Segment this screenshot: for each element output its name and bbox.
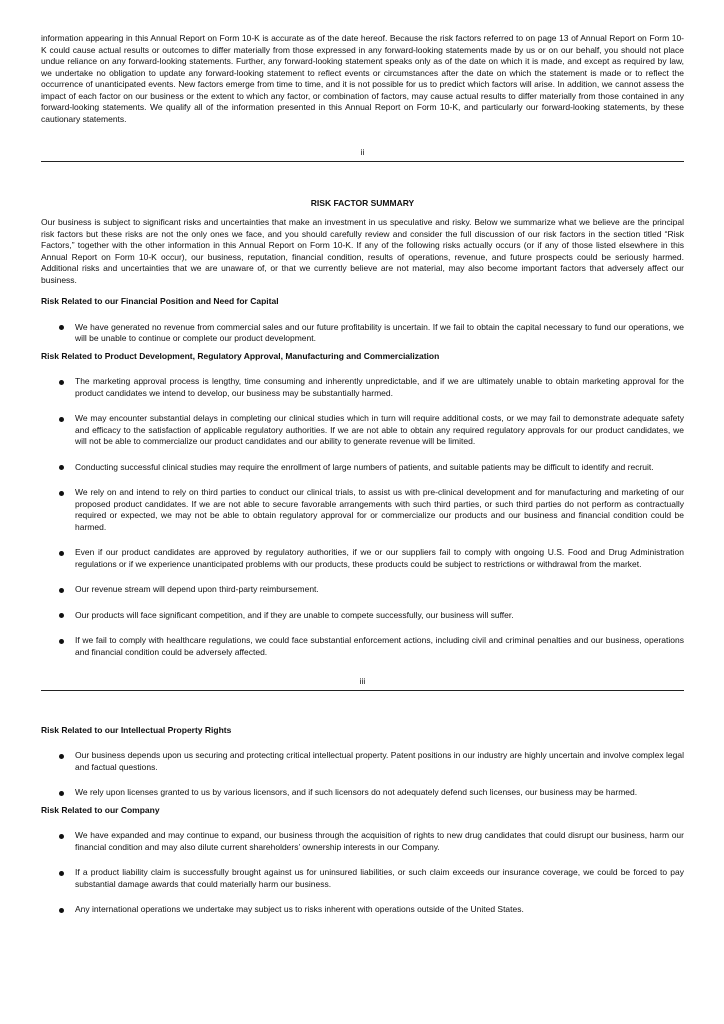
- bullet-icon: [59, 871, 64, 876]
- summary-paragraph: Our business is subject to significant risks and uncertainties that make an investment in us speculative and risky. Below we summarize what we believe are the principal risk factors but these risks are not the only ones we face, and you should carefully review and consider the full discussion of our risk factors in the section titled “Risk Factors,” together with the other information in this Annual Report on Form 10-K. If any of the following risks actually occurs (or if any of those listed elsewhere in this Annual Report on Form 10-K occur), our business, reputation, financial condition, results of operations, revenue, and future prospects could be seriously harmed. Additional risks and uncertainties that we are unaware of, or that we currently believe are not material, may also become important factors that adversely affect our business.: [41, 217, 684, 285]
- page-number: ii: [360, 147, 365, 157]
- bullet-text: Our revenue stream will depend upon third-party reimbursement.: [75, 584, 319, 594]
- bullet-icon: [59, 325, 64, 330]
- bullet-text: Any international operations we undertake may subject us to risks inherent with operations outside of the United States.: [75, 904, 524, 914]
- summary-title: RISK FACTOR SUMMARY: [310, 197, 415, 208]
- document-page: [41, 33, 684, 916]
- bullet-text: We have expanded and may continue to expand, our business through the acquisition of rights to new drug candidates that could disrupt our business, harm our financial condition and may also dilute current shareholders’ ownership interests in our Company.: [75, 830, 684, 852]
- section-heading: Risk Related to our Intellectual Property Rights: [41, 724, 232, 735]
- bullet-text: We may encounter substantial delays in completing our clinical studies which in turn will require additional costs, or we may fail to demonstrate adequate safety and efficacy to the satisfaction of applicable regulatory authorities. If we are not able to obtain any required regulatory approvals for our product candidates, we will not be able to commercialize our product candidates and our ability to generate revenue will be limited.: [75, 413, 684, 446]
- bullet-list: [41, 322, 684, 345]
- bullet-icon: [59, 465, 64, 470]
- list-item: [41, 904, 684, 916]
- bullet-icon: [59, 588, 64, 593]
- bullet-icon: [59, 754, 64, 759]
- section-heading: Risk Related to our Company: [41, 804, 160, 815]
- bullet-text: The marketing approval process is lengthy, time consuming and inherently unpredictable, and if we are ultimately unable to obtain marketing approval for the product candidates we intend to develop, our business may be substantially harmed.: [75, 376, 684, 398]
- bullet-text: If a product liability claim is successfully brought against us for uninsured liabilities, or such claim exceeds our insurance coverage, we could be forced to pay substantial damage awards that could materially harm our business.: [75, 867, 684, 889]
- list-item: [41, 322, 684, 345]
- list-item: [41, 830, 684, 853]
- bullet-icon: [59, 639, 64, 644]
- bullet-icon: [59, 417, 64, 422]
- list-item: [41, 635, 684, 658]
- bullet-text: Even if our product candidates are approved by regulatory authorities, if we or our suppliers fail to comply with ongoing U.S. Food and Drug Administration regulations or if we experience unanticipated problems with our products, these products could be subject to restrictions or withdrawal from the market.: [75, 547, 684, 569]
- bullet-text: Conducting successful clinical studies may require the enrollment of large numbers of patients, and suitable patients may be difficult to identify and recruit.: [75, 461, 654, 472]
- list-item: [41, 462, 684, 474]
- bullet-text: Our business depends upon us securing and protecting critical intellectual property. Patent positions in our industry are highly uncertain and involve complex legal and factual questions.: [75, 750, 684, 772]
- bullet-icon: [59, 491, 64, 496]
- intro-paragraph: information appearing in this Annual Report on Form 10-K is accurate as of the date hereof. Because the risk factors referred to on page 13 of Annual Report on Form 10-K could cause actual results or outcomes to differ materially from those expressed in any forward-looking statements made by us or on our behalf, you should not place undue reliance on any forward-looking statements. Further, any forward-looking statement speaks only as of the date on which it is made, and except as required by law, we undertake no obligation to update any forward-looking statement to reflect events or circumstances after the date on which the statement is made or to reflect the occurrence of unanticipated events. New factors emerge from time to time, and it is not possible for us to predict which factors will arise. In addition, we cannot assess the impact of each factor on our business or the extent to which any factor, or combination of factors, may cause actual results to differ materially from those contained in any forward-looking statements. We qualify all of the information presented in this Annual Report on Form 10-K, and particularly our forward-looking statements, by these cautionary statements.: [41, 33, 684, 124]
- bullet-list: [41, 750, 684, 799]
- bullet-icon: [59, 551, 64, 556]
- section-heading: Risk Related to our Financial Position and Need for Capital: [41, 296, 279, 306]
- list-item: [41, 487, 684, 533]
- bullet-text: We have generated no revenue from commercial sales and our future profitability is uncertain. If we fail to obtain the capital necessary to fund our operations, we will be unable to continue or complete our product development.: [75, 321, 684, 343]
- list-item: [41, 547, 684, 570]
- bullet-icon: [59, 908, 64, 913]
- list-item: [41, 750, 684, 773]
- list-item: [41, 376, 684, 399]
- bullet-icon: [59, 613, 64, 618]
- bullet-list: [41, 376, 684, 658]
- list-item: [41, 584, 684, 596]
- bullet-icon: [59, 834, 64, 839]
- bullet-text: We rely on and intend to rely on third parties to conduct our clinical trials, to assist us with pre-clinical development and for manufacturing and marketing of our proposed product candidates. If we are not able to secure favorable arrangements with such third parties, or such third parties do not perform as contractually required or expected, we may not be able to obtain regulatory approval for or commercialize our products and our business and financial condition could be harmed.: [75, 487, 684, 532]
- section-heading: Risk Related to Product Development, Regulatory Approval, Manufacturing and Commercialization: [41, 350, 440, 361]
- bullet-text: We rely upon licenses granted to us by various licensors, and if such licensors do not adequately defend such licenses, our business may be harmed.: [75, 787, 638, 797]
- bullet-icon: [59, 380, 64, 385]
- bullet-icon: [59, 791, 64, 796]
- bullet-list: [41, 830, 684, 916]
- list-item: [41, 787, 684, 799]
- list-item: [41, 610, 684, 622]
- bullet-text: If we fail to comply with healthcare regulations, we could face substantial enforcement actions, including civil and criminal penalties and our business, operations and financial condition could be adversely affected.: [75, 635, 684, 657]
- list-item: [41, 867, 684, 890]
- bullet-text: Our products will face significant competition, and if they are unable to compete successfully, our business will suffer.: [75, 609, 514, 620]
- list-item: [41, 413, 684, 448]
- page-number: iii: [359, 676, 366, 686]
